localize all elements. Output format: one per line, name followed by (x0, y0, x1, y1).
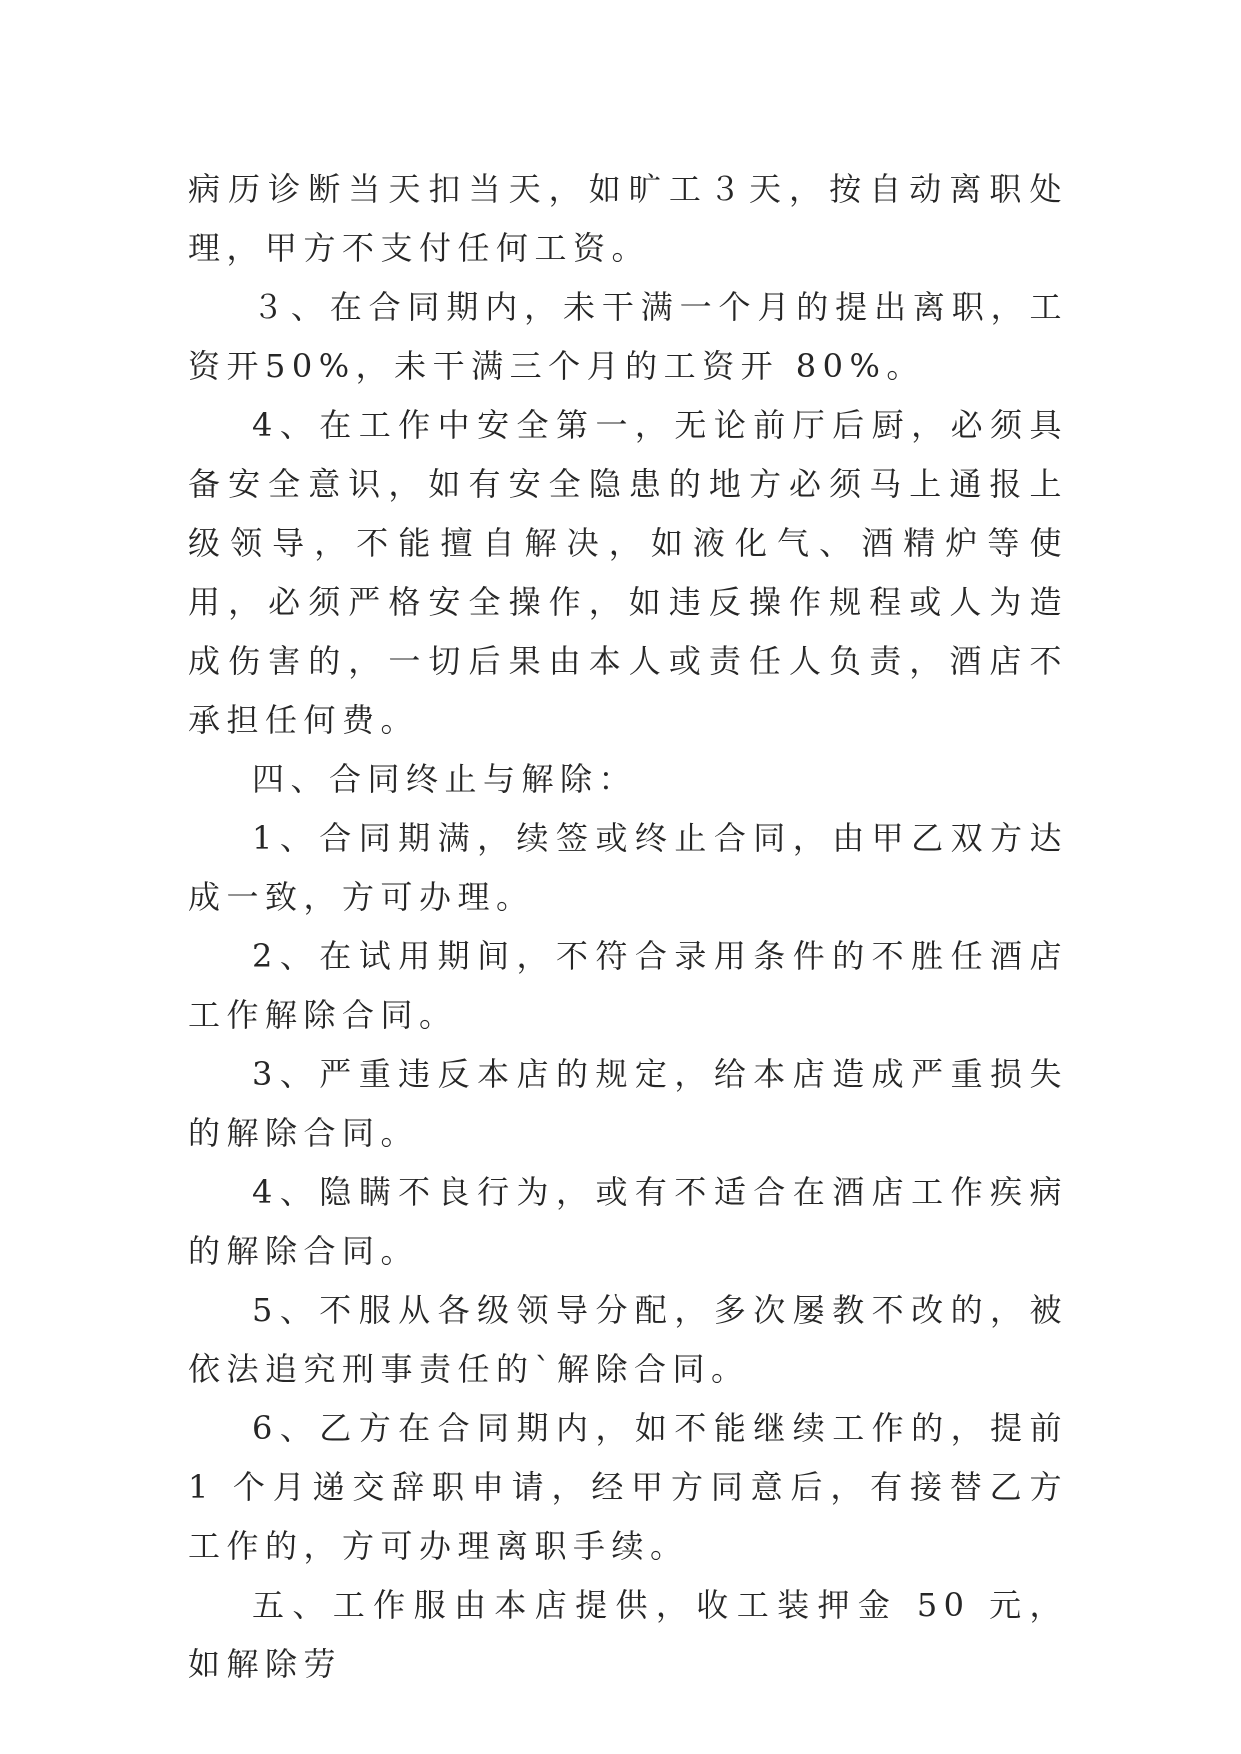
document-body (188, 160, 1068, 1694)
section-heading-termination: 四、合同终止与解除： (252, 760, 638, 798)
paragraph-termination-3: 3、严重违反本店的规定，给本店造成严重损失的解除合同。 (188, 1055, 1068, 1152)
paragraph-termination-4: 4、隐瞒不良行为，或有不适合在酒店工作疾病的解除合同。 (188, 1173, 1068, 1270)
paragraph-clause-4-safety: 4、在工作中安全第一，无论前厅后厨，必须具备安全意识，如有安全隐患的地方必须马上通报上级领导，不能擅自解决，如液化气、酒精炉等使用，必须严格安全操作，如违反操作规程或人为造成伤害的，一切后果由本人或责任人负责，酒店不承担任何费。 (188, 406, 1068, 739)
paragraph-termination-2: 2、在试用期间，不符合录用条件的不胜任酒店工作解除合同。 (188, 937, 1068, 1034)
paragraph-sick-leave-continued: 病历诊断当天扣当天，如旷工３天，按自动离职处理，甲方不支付任何工资。 (188, 170, 1068, 267)
paragraph-termination-5: 5、不服从各级领导分配，多次屡教不改的，被依法追究刑事责任的`解除合同。 (188, 1291, 1068, 1388)
paragraph-termination-1: 1、合同期满，续签或终止合同，由甲乙双方达成一致，方可办理。 (188, 819, 1068, 916)
paragraph-clause-3-early-resignation: ３、在合同期内，未干满一个月的提出离职，工资开50%，未干满三个月的工资开 80%。 (188, 288, 1068, 385)
paragraph-section-5-uniform: 五、工作服由本店提供，收工装押金 50 元，如解除劳 (188, 1586, 1068, 1683)
paragraph-termination-6: 6、乙方在合同期内，如不能继续工作的，提前 1 个月递交辞职申请，经甲方同意后，有接替乙方工作的，方可办理离职手续。 (188, 1409, 1068, 1565)
